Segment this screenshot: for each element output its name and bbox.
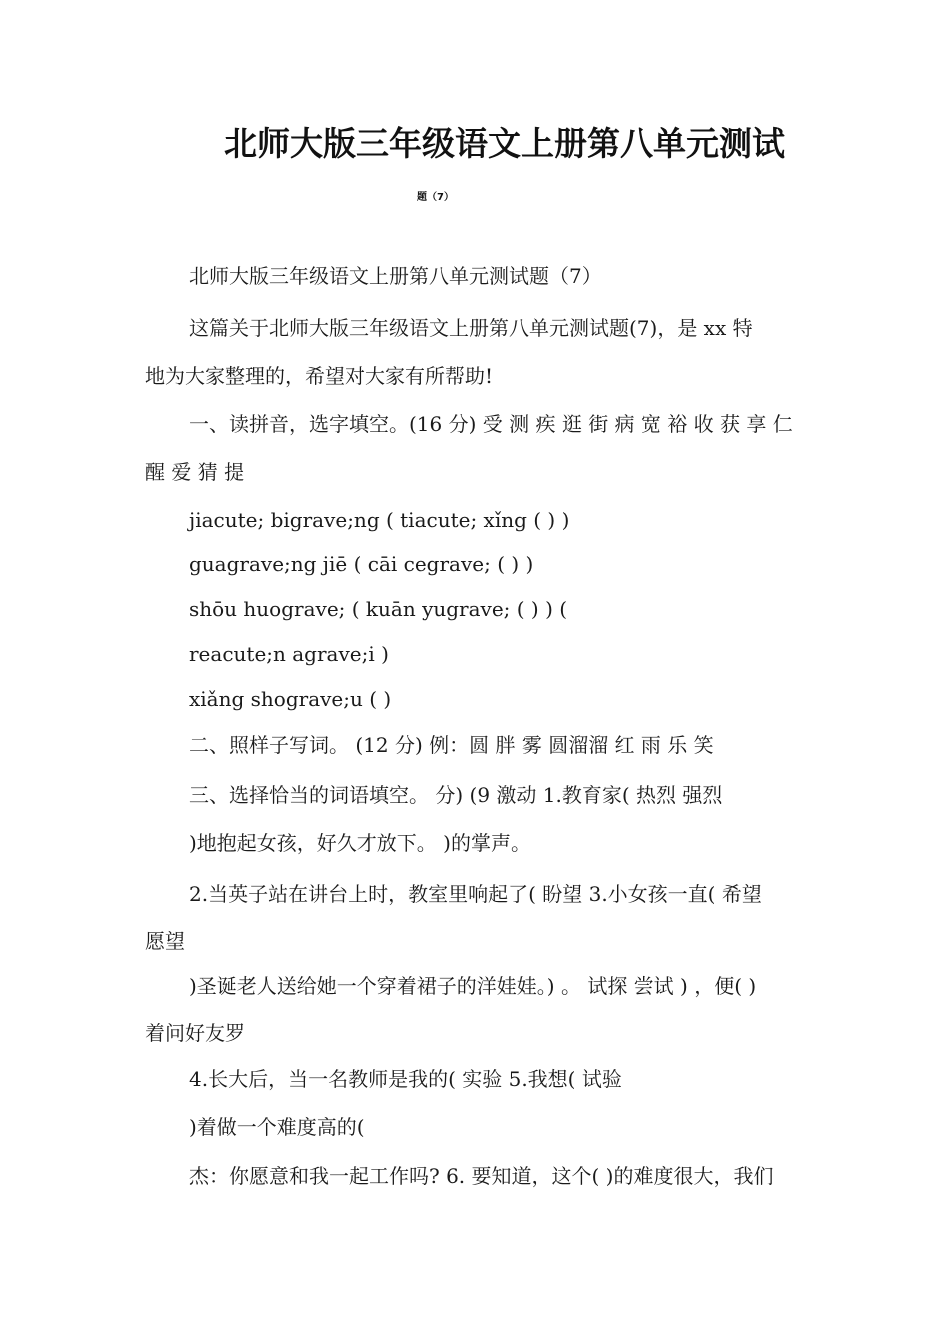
paragraph-intro-line-2: 地为大家整理的，希望对大家有所帮助!	[145, 364, 494, 388]
section-3-line-6: 着问好友罗	[145, 1021, 245, 1045]
document-title-line-1: 北师大版三年级语文上册第八单元测试	[224, 124, 785, 163]
section-2-heading: 二、照样子写词。 (12 分) 例：圆 胖 雾 圆溜溜 红 雨 乐 笑	[189, 733, 714, 757]
paragraph-subtitle: 北师大版三年级语文上册第八单元测试题（7）	[189, 264, 602, 288]
section-3-line-7: 4.长大后，当一名教师是我的( 实验 5.我想( 试验	[189, 1067, 622, 1091]
pinyin-line-4: reacute;n agrave;i )	[189, 642, 389, 666]
section-1-heading: 一、读拼音，选字填空。(16 分) 受 测 疾 逛 街 病 宽 裕 收 获 享 仁	[189, 412, 793, 436]
pinyin-line-1: jiacute; bigrave;ng ( tiacute; xǐng ( ) )	[189, 508, 570, 532]
section-1-chars-cont: 醒 爱 猜 提	[145, 460, 245, 484]
section-3-line-4: 愿望	[145, 929, 185, 953]
section-3-line-5: )圣诞老人送给她一个穿着裙子的洋娃娃。) 。 试探 尝试 ) ，便( )	[189, 974, 757, 998]
section-3-line-3: 2.当英子站在讲台上时，教室里响起了( 盼望 3.小女孩一直( 希望	[189, 882, 762, 906]
section-3-line-2: )地抱起女孩，好久才放下。 )的掌声。	[189, 831, 531, 855]
paragraph-intro-line-1: 这篇关于北师大版三年级语文上册第八单元测试题(7)，是 xx 特	[189, 316, 753, 340]
section-3-line-9: 杰：你愿意和我一起工作吗? 6. 要知道，这个( )的难度很大，我们	[189, 1164, 774, 1188]
section-3-heading: 三、选择恰当的词语填空。 分) (9 激动 1.教育家( 热烈 强烈	[189, 783, 723, 807]
pinyin-line-5: xiǎng shograve;u ( )	[189, 687, 392, 711]
document-title-line-2: 题（7）	[417, 192, 454, 203]
pinyin-line-3: shōu huograve; ( kuān yugrave; ( ) ) (	[189, 597, 568, 621]
pinyin-line-2: guagrave;ng jiē ( cāi cegrave; ( ) )	[189, 552, 534, 576]
section-3-line-8: )着做一个难度高的(	[189, 1115, 365, 1139]
